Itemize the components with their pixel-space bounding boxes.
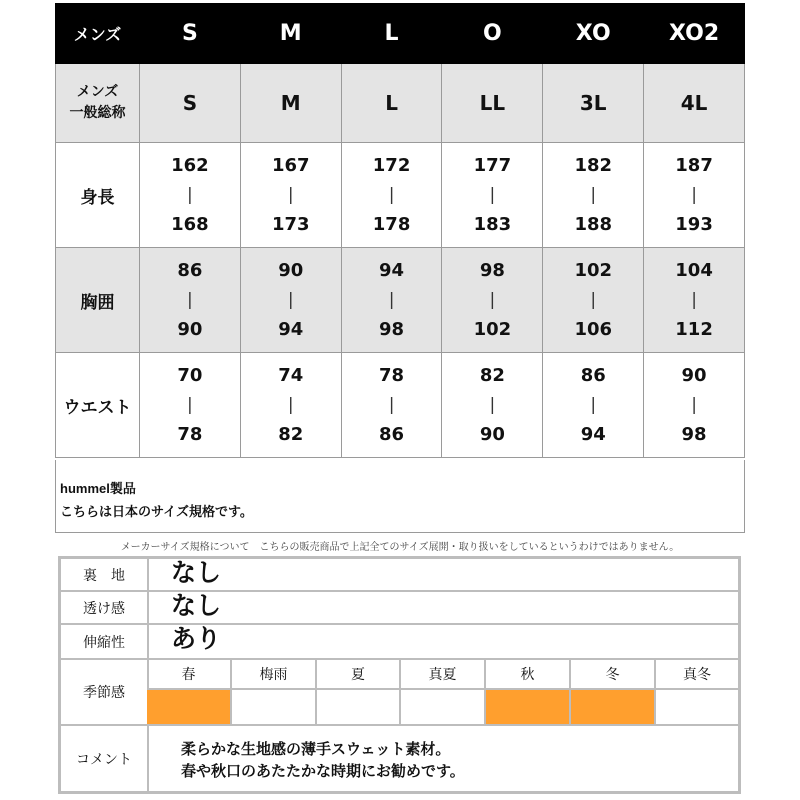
- range-separator: |: [590, 185, 597, 205]
- chest-max: 98: [379, 319, 405, 340]
- range-separator: |: [590, 290, 597, 310]
- header-label: メンズ: [56, 4, 140, 64]
- header-size: S: [140, 4, 241, 64]
- note-brand: hummel製品: [60, 481, 136, 496]
- size-disclaimer: メーカーサイズ規格について こちらの販売商品で上記全てのサイズ展開・取り扱いをしているというわけではありません。: [120, 542, 680, 553]
- height-min: 187: [675, 155, 713, 176]
- chest-label: 胸囲: [56, 248, 140, 353]
- product-note: [55, 460, 745, 533]
- chest-range-cell: [341, 248, 442, 353]
- season-inactive-marker: [401, 690, 484, 724]
- comment-label: コメント: [61, 726, 149, 791]
- stretch-value: あり: [171, 624, 222, 653]
- season-name: 真冬: [656, 660, 738, 690]
- range-separator: |: [691, 185, 697, 205]
- season-name: 秋: [486, 660, 569, 690]
- season-cell: [147, 660, 232, 724]
- season-active-marker: [571, 690, 654, 724]
- range-separator: |: [287, 395, 294, 415]
- season-inactive-marker: [317, 690, 399, 724]
- height-range-cell: [341, 143, 442, 248]
- general-size: 3L: [543, 64, 644, 143]
- range-separator: |: [388, 185, 395, 205]
- waist-min: 82: [479, 365, 505, 386]
- general-size: M: [240, 64, 341, 143]
- header-size: O: [442, 4, 543, 64]
- season-active-marker: [147, 690, 230, 724]
- height-min: 182: [574, 155, 613, 176]
- season-cell: [232, 660, 317, 724]
- chest-range-cell: [240, 248, 341, 353]
- lining-value: なし: [171, 558, 222, 587]
- range-separator: |: [691, 290, 697, 310]
- general-size: 4L: [644, 64, 745, 143]
- stretch-row: [61, 625, 738, 660]
- waist-max: 78: [177, 424, 203, 445]
- chest-min: 98: [479, 260, 505, 281]
- season-name: 春: [147, 660, 230, 690]
- waist-max: 94: [580, 424, 606, 445]
- height-max: 168: [171, 214, 209, 235]
- lining-label: 裏 地: [61, 559, 149, 590]
- range-separator: |: [187, 185, 193, 205]
- comment-text: [181, 738, 465, 782]
- chest-row: [56, 248, 745, 353]
- height-min: 162: [171, 155, 209, 176]
- chest-max: 102: [473, 319, 512, 340]
- height-max: 188: [574, 214, 613, 235]
- season-cell: [317, 660, 401, 724]
- chest-range-cell: [644, 248, 745, 353]
- range-separator: |: [388, 290, 395, 310]
- height-label: 身長: [56, 143, 140, 248]
- chest-range-cell: [140, 248, 241, 353]
- season-grid: [147, 660, 738, 724]
- height-max: 183: [473, 214, 512, 235]
- waist-range-cell: [140, 353, 241, 458]
- height-max: 178: [372, 214, 411, 235]
- season-name: 真夏: [401, 660, 484, 690]
- height-row: [56, 143, 745, 248]
- season-inactive-marker: [656, 690, 738, 724]
- general-label-line2: 一般総称: [69, 105, 126, 121]
- lining-row: [61, 559, 738, 592]
- height-min: 172: [372, 155, 411, 176]
- season-cell: [486, 660, 571, 724]
- general-size: S: [140, 64, 241, 143]
- chest-min: 86: [177, 260, 203, 281]
- season-name: 冬: [571, 660, 654, 690]
- season-active-marker: [486, 690, 569, 724]
- waist-min: 74: [278, 365, 304, 386]
- size-header-row: [56, 4, 745, 64]
- range-separator: |: [691, 395, 697, 415]
- chest-range-cell: [442, 248, 543, 353]
- header-size: XO2: [644, 4, 745, 64]
- waist-row: [56, 353, 745, 458]
- sheer-row: [61, 592, 738, 625]
- waist-min: 90: [681, 365, 707, 386]
- waist-range-cell: [644, 353, 745, 458]
- general-label-line1: メンズ: [76, 84, 119, 100]
- chest-min: 102: [574, 260, 613, 281]
- general-size: LL: [442, 64, 543, 143]
- height-max: 193: [675, 214, 713, 235]
- chest-min: 94: [379, 260, 405, 281]
- height-max: 173: [271, 214, 310, 235]
- range-separator: |: [489, 185, 496, 205]
- range-separator: |: [590, 395, 597, 415]
- range-separator: |: [187, 395, 193, 415]
- sheer-value: なし: [171, 591, 222, 620]
- waist-max: 86: [379, 424, 405, 445]
- header-size: XO: [543, 4, 644, 64]
- waist-min: 78: [379, 365, 405, 386]
- season-row: [61, 660, 738, 726]
- height-min: 177: [473, 155, 512, 176]
- sheer-label: 透け感: [61, 592, 149, 623]
- waist-max: 98: [681, 424, 707, 445]
- chest-min: 90: [278, 260, 304, 281]
- height-range-cell: [240, 143, 341, 248]
- range-separator: |: [287, 290, 294, 310]
- note-standard: こちらは日本のサイズ規格です。: [60, 504, 253, 519]
- waist-min: 70: [177, 365, 203, 386]
- waist-range-cell: [341, 353, 442, 458]
- waist-range-cell: [543, 353, 644, 458]
- chest-max: 112: [675, 319, 713, 340]
- waist-min: 86: [580, 365, 606, 386]
- general-size-row: [56, 64, 745, 143]
- height-range-cell: [543, 143, 644, 248]
- season-inactive-marker: [232, 690, 315, 724]
- season-name: 夏: [317, 660, 399, 690]
- chest-min: 104: [675, 260, 713, 281]
- chest-range-cell: [543, 248, 644, 353]
- comment-row: [61, 726, 738, 791]
- height-range-cell: [442, 143, 543, 248]
- chest-max: 106: [574, 319, 613, 340]
- header-size: M: [240, 4, 341, 64]
- season-cell: [656, 660, 738, 724]
- season-cell: [401, 660, 486, 724]
- season-cell: [571, 660, 656, 724]
- waist-range-cell: [240, 353, 341, 458]
- range-separator: |: [187, 290, 193, 310]
- size-chart-table: [55, 3, 745, 458]
- chest-max: 94: [278, 319, 304, 340]
- general-size-label: [56, 64, 140, 143]
- range-separator: |: [287, 185, 294, 205]
- waist-max: 90: [479, 424, 505, 445]
- range-separator: |: [388, 395, 395, 415]
- waist-label: ウエスト: [56, 353, 140, 458]
- chest-max: 90: [177, 319, 203, 340]
- stretch-label: 伸縮性: [61, 625, 149, 658]
- season-label: 季節感: [61, 660, 149, 724]
- range-separator: |: [489, 290, 496, 310]
- range-separator: |: [489, 395, 496, 415]
- season-name: 梅雨: [232, 660, 315, 690]
- height-range-cell: [644, 143, 745, 248]
- height-range-cell: [140, 143, 241, 248]
- attribute-table: [58, 556, 741, 794]
- comment-line1: 柔らかな生地感の薄手スウェット素材。: [181, 740, 451, 758]
- general-size: L: [341, 64, 442, 143]
- waist-range-cell: [442, 353, 543, 458]
- comment-line2: 春や秋口のあたたかな時期にお勧めです。: [181, 762, 465, 780]
- height-min: 167: [271, 155, 310, 176]
- header-size: L: [341, 4, 442, 64]
- waist-max: 82: [278, 424, 304, 445]
